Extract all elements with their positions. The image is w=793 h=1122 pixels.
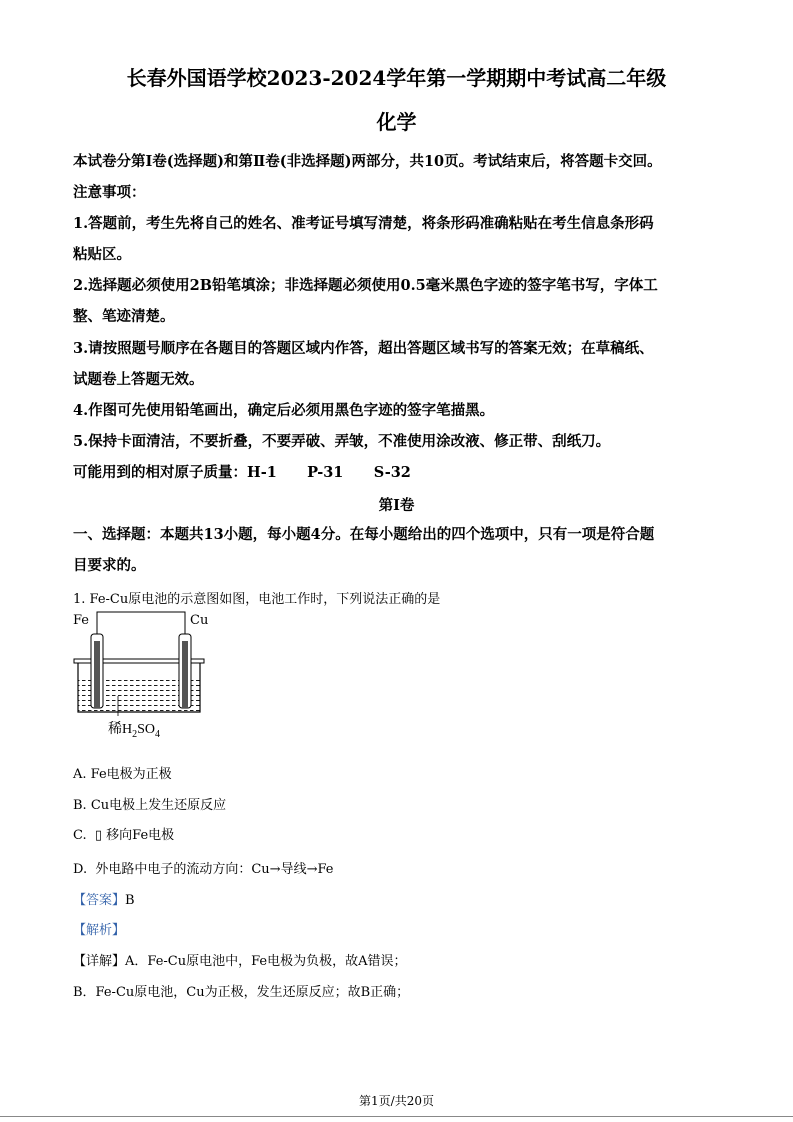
question-1-stem: 1. Fe-Cu原电池的示意图如图，电池工作时，下列说法正确的是 — [73, 592, 441, 607]
notice-title: 注意事项： — [73, 184, 146, 201]
notice-2a: 2.选择题必须使用2B铅笔填涂；非选择题必须使用0.5毫米黑色字迹的签字笔书写，字体工 — [73, 277, 658, 294]
fe-label: Fe — [73, 613, 90, 628]
volume-title: 第Ⅰ卷 — [378, 497, 415, 514]
notice-4: 4.作图可先使用铅笔画出，确定后必须用黑色字迹的签字笔描黑。 — [73, 402, 495, 419]
section-heading-b: 目要求的。 — [73, 557, 146, 574]
detail-line-2: B．Fe-Cu原电池，Cu为正极，发生还原反应；故B正确； — [73, 985, 410, 1000]
section-heading-a: 一、选择题：本题共13小题，每小题4分。在每小题给出的四个选项中，只有一项是符合题 — [73, 526, 655, 543]
footer-divider — [0, 1116, 793, 1117]
page-number: 第1页/共20页 — [359, 1094, 434, 1108]
intro-line: 本试卷分第Ⅰ卷(选择题)和第Ⅱ卷(非选择题)两部分，共10页。考试结束后，将答题卡交回。 — [73, 153, 662, 170]
subject-title: 化学 — [376, 110, 417, 134]
notice-5: 5.保持卡面清洁，不要折叠，不要弄破、弄皱，不准使用涂改液、修正带、刮纸刀。 — [73, 433, 611, 450]
notice-3a: 3.请按照题号顺序在各题目的答题区域内作答，超出答题区域书写的答案无效；在草稿纸、 — [73, 340, 654, 357]
exam-title: 长春外国语学校2023-2024学年第一学期期中考试高二年级 — [126, 66, 667, 90]
answer-line — [73, 889, 135, 908]
option-d: D. 外电路中电子的流动方向：Cu→导线→Fe — [73, 862, 334, 877]
detail-line-1: 【详解】A．Fe-Cu原电池中，Fe电极为负极，故A错误； — [73, 954, 407, 969]
option-c: C. ▯ 移向Fe电极 — [73, 828, 175, 843]
answer-value: B — [125, 893, 135, 908]
analysis-tag: 【解析】 — [73, 923, 126, 938]
galvanic-cell-diagram — [70, 608, 210, 716]
notice-1b: 粘贴区。 — [73, 246, 131, 263]
electrolyte-label: 稀$H_2SO_4$ — [108, 722, 161, 740]
option-a: A. Fe电极为正极 — [73, 767, 172, 782]
answer-tag: 【答案】 — [73, 893, 126, 908]
atomic-masses: 可能用到的相对原子质量：H-1 P-31 S-32 — [73, 464, 411, 481]
cu-label: Cu — [190, 613, 209, 628]
option-b: B. Cu电极上发生还原反应 — [73, 798, 227, 813]
notice-2b: 整、笔迹清楚。 — [73, 308, 175, 325]
notice-3b: 试题卷上答题无效。 — [73, 371, 204, 388]
notice-1a: 1.答题前，考生先将自己的姓名、准考证号填写清楚，将条形码准确粘贴在考生信息条形码 — [73, 215, 654, 232]
external-wire — [97, 612, 185, 638]
